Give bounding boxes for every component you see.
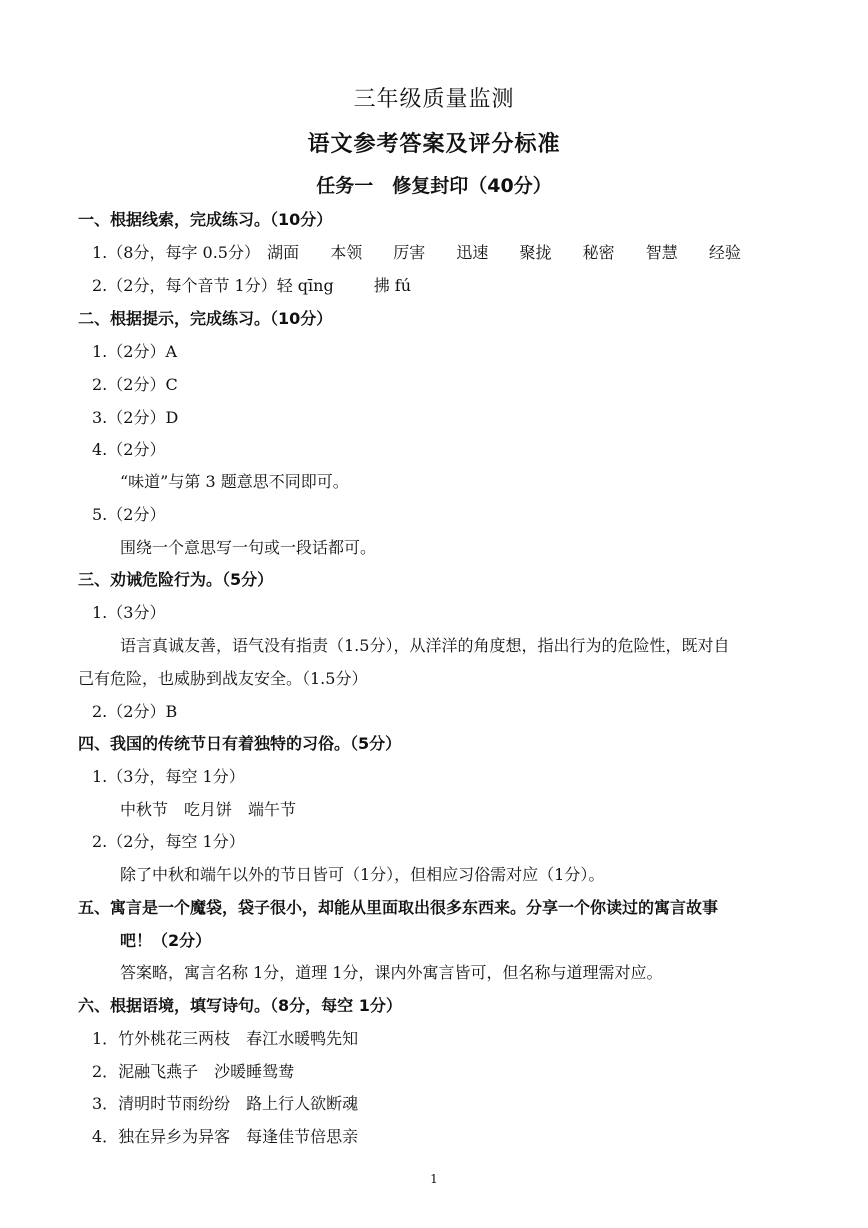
word-item: 迅速 bbox=[456, 243, 489, 262]
s2-q2: 2.（2分）C bbox=[92, 375, 178, 394]
s4-q2-answer: 除了中秋和端午以外的节日皆可（1分），但相应习俗需对应（1分）。 bbox=[120, 865, 605, 884]
s3-q1-answer-a: 语言真诚友善，语气没有指责（1.5分），从洋洋的角度想，指出行为的危险性，既对自 bbox=[120, 636, 730, 655]
s2-q5-answer: 围绕一个意思写一句或一段话都可。 bbox=[120, 538, 377, 557]
section-3-heading: 三、劝诫危险行为。（5分） bbox=[78, 570, 274, 589]
word-item: 智慧 bbox=[645, 243, 678, 262]
s4-q2: 2.（2分，每空 1分） bbox=[92, 832, 245, 851]
exam-subtitle: 语文参考答案及评分标准 bbox=[307, 132, 561, 157]
s2-q4-answer: “味道”与第 3 题意思不同即可。 bbox=[120, 472, 349, 491]
page-number: 1 bbox=[430, 1172, 438, 1186]
pinyin-answer-b: 拂 fú bbox=[373, 276, 412, 295]
s4-q1-answer: 中秋节 吃月饼 端午节 bbox=[120, 800, 297, 819]
s2-q3: 3.（2分）D bbox=[92, 408, 179, 427]
s6-q1: 1．竹外桃花三两枝 春江水暖鸭先知 bbox=[92, 1029, 359, 1048]
section-2-heading: 二、根据提示，完成练习。（10分） bbox=[78, 309, 333, 328]
s2-q5: 5.（2分） bbox=[92, 505, 166, 524]
word-item: 本领 bbox=[330, 243, 363, 262]
section-4-heading: 四、我国的传统节日有着独特的习俗。（5分） bbox=[78, 734, 402, 753]
word-item: 厉害 bbox=[393, 243, 426, 262]
s5-answer: 答案略，寓言名称 1分，道理 1分，课内外寓言皆可，但名称与道理需对应。 bbox=[120, 963, 663, 982]
s1-q2-line bbox=[92, 273, 411, 299]
s6-q2: 2．泥融飞燕子 沙暖睡鸳鸯 bbox=[92, 1062, 295, 1081]
pinyin-answer-a: 轻 qīng bbox=[276, 276, 334, 295]
s2-q1: 1.（2分）A bbox=[92, 342, 178, 361]
s1-q1-label: 1.（8分，每字 0.5分） bbox=[92, 243, 260, 262]
s6-q4: 4．独在异乡为异客 每逢佳节倍思亲 bbox=[92, 1127, 359, 1146]
exam-title: 三年级质量监测 bbox=[353, 87, 515, 112]
s2-q4: 4.（2分） bbox=[92, 440, 166, 459]
task-heading: 任务一 修复封印（40分） bbox=[316, 175, 552, 197]
s4-q1: 1.（3分，每空 1分） bbox=[92, 767, 245, 786]
s1-q2-label: 2.（2分，每个音节 1分） bbox=[92, 276, 277, 295]
word-item: 聚拢 bbox=[519, 243, 552, 262]
section-1-heading: 一、根据线索，完成练习。（10分） bbox=[78, 210, 333, 229]
s3-q1: 1.（3分） bbox=[92, 603, 166, 622]
section-5-heading-a: 五、寓言是一个魔袋，袋子很小，却能从里面取出很多东西来。分享一个你读过的寓言故事 bbox=[78, 898, 719, 917]
word-item: 秘密 bbox=[582, 243, 615, 262]
s6-q3: 3．清明时节雨纷纷 路上行人欲断魂 bbox=[92, 1094, 359, 1113]
s3-q2: 2.（2分）B bbox=[92, 702, 178, 721]
section-6-heading: 六、根据语境，填写诗句。（8分，每空 1分） bbox=[78, 996, 402, 1015]
word-item: 湖面 bbox=[267, 243, 300, 262]
word-item: 经验 bbox=[708, 243, 741, 262]
s1-q1-line bbox=[92, 240, 767, 266]
section-5-heading-b: 吧！（2分） bbox=[120, 931, 212, 950]
s3-q1-answer-b: 己有危险，也威胁到战友安全。（1.5分） bbox=[78, 669, 368, 688]
